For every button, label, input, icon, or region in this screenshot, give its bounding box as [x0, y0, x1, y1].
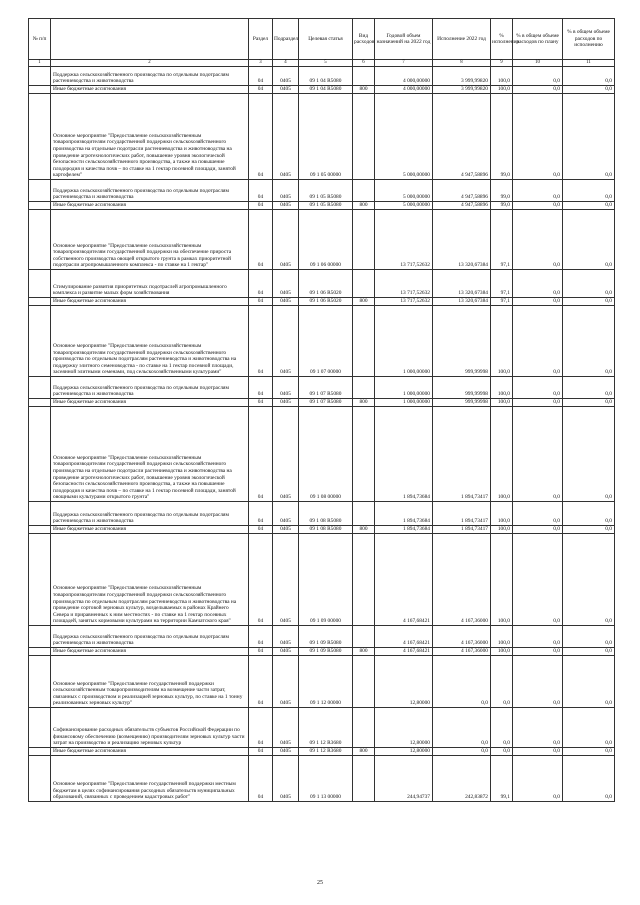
row-share-plan: 0,0 [513, 748, 563, 756]
row-share-exec: 0,0 [563, 648, 615, 656]
row-share-plan: 0,0 [513, 708, 563, 748]
row-expense-type: 800 [353, 526, 375, 534]
row-number-cell [29, 377, 51, 399]
row-number-cell [29, 67, 51, 86]
row-execution-percent: 99,0 [491, 94, 513, 180]
row-fact-amount: 242,83872 [433, 756, 491, 802]
row-share-plan: 0,0 [513, 86, 563, 94]
row-podrazdel: 0405 [273, 202, 299, 210]
table-row [29, 202, 615, 210]
row-razdel: 04 [249, 626, 273, 648]
table-row [29, 210, 615, 270]
row-razdel: 04 [249, 656, 273, 708]
row-share-exec: 0,0 [563, 748, 615, 756]
row-name: Иные бюджетные ассигнования [51, 202, 249, 210]
table-row [29, 399, 615, 407]
row-podrazdel: 0405 [273, 502, 299, 526]
row-target-article: 09 1 12 R3680 [299, 708, 353, 748]
row-execution-percent: 97,1 [491, 270, 513, 298]
row-target-article: 09 1 12 R3680 [299, 748, 353, 756]
row-fact-amount: 1 894,73417 [433, 407, 491, 502]
row-name: Поддержка сельскохозяйственного производства по отдельным подотраслям растениеводства и животноводства [51, 502, 249, 526]
row-share-plan: 0,0 [513, 94, 563, 180]
row-target-article: 09 1 06 R5020 [299, 298, 353, 306]
row-plan-amount: 12,80000 [375, 708, 433, 748]
row-plan-amount: 1 000,00000 [375, 377, 433, 399]
row-share-plan: 0,0 [513, 210, 563, 270]
row-podrazdel: 0405 [273, 94, 299, 180]
row-fact-amount: 13 320,67384 [433, 210, 491, 270]
row-share-exec: 0,0 [563, 210, 615, 270]
row-share-exec: 0,0 [563, 756, 615, 802]
row-number-cell [29, 298, 51, 306]
table-row [29, 407, 615, 502]
row-razdel: 04 [249, 502, 273, 526]
column-number: 1 [29, 60, 51, 67]
row-share-plan: 0,0 [513, 377, 563, 399]
row-share-exec: 0,0 [563, 94, 615, 180]
row-expense-type [353, 534, 375, 626]
row-execution-percent: 100,0 [491, 306, 513, 377]
row-execution-percent: 99,1 [491, 756, 513, 802]
row-podrazdel: 0405 [273, 377, 299, 399]
row-execution-percent: 0,0 [491, 708, 513, 748]
row-execution-percent: 100,0 [491, 534, 513, 626]
table-row [29, 86, 615, 94]
row-razdel: 04 [249, 526, 273, 534]
row-share-plan: 0,0 [513, 270, 563, 298]
column-number: 5 [299, 60, 353, 67]
row-execution-percent: 100,0 [491, 399, 513, 407]
row-podrazdel: 0405 [273, 748, 299, 756]
table-body [29, 67, 615, 802]
row-execution-percent: 100,0 [491, 526, 513, 534]
row-podrazdel: 0405 [273, 648, 299, 656]
row-fact-amount: 4 167,36000 [433, 648, 491, 656]
row-fact-amount: 0,0 [433, 708, 491, 748]
row-share-exec: 0,0 [563, 86, 615, 94]
row-share-exec: 0,0 [563, 298, 615, 306]
row-number-cell [29, 526, 51, 534]
row-fact-amount: 0,0 [433, 748, 491, 756]
row-razdel: 04 [249, 377, 273, 399]
row-expense-type [353, 407, 375, 502]
row-share-plan: 0,0 [513, 298, 563, 306]
row-podrazdel: 0405 [273, 399, 299, 407]
header-fact: Исполнение 2022 год [433, 19, 491, 60]
row-expense-type: 800 [353, 648, 375, 656]
row-razdel: 04 [249, 202, 273, 210]
row-podrazdel: 0405 [273, 298, 299, 306]
table-row [29, 502, 615, 526]
column-number-row [29, 60, 615, 67]
row-fact-amount: 4 167,36000 [433, 534, 491, 626]
row-execution-percent: 100,0 [491, 407, 513, 502]
row-expense-type [353, 94, 375, 180]
row-name: Поддержка сельскохозяйственного производства по отдельным подотраслям растениеводства и животноводства [51, 180, 249, 202]
row-fact-amount: 999,99998 [433, 399, 491, 407]
row-name: Основное мероприятие "Предоставление сельскохозяйственным товаропроизводителям государственной поддержки на обеспечение прироста собственного производства овощей открытого грунта в рамках приоритетной подотрасли агропромышленного комплекса - по ставке на 1 гектар" [51, 210, 249, 270]
table-row [29, 648, 615, 656]
row-target-article: 09 1 07 R5080 [299, 377, 353, 399]
row-razdel: 04 [249, 180, 273, 202]
row-expense-type [353, 656, 375, 708]
row-plan-amount: 1 894,73684 [375, 526, 433, 534]
row-number-cell [29, 502, 51, 526]
table-row [29, 756, 615, 802]
row-share-exec: 0,0 [563, 526, 615, 534]
row-podrazdel: 0405 [273, 407, 299, 502]
row-razdel: 04 [249, 748, 273, 756]
row-fact-amount: 3 999,99820 [433, 67, 491, 86]
row-name: Иные бюджетные ассигнования [51, 648, 249, 656]
row-plan-amount: 13 717,52632 [375, 210, 433, 270]
row-target-article: 09 1 08 R5080 [299, 526, 353, 534]
row-razdel: 04 [249, 407, 273, 502]
row-name: Софинансирование расходных обязательств субъектов Российской Федерации по финансовому обеспечению (возмещению) производителям зерновых культур части затрат на производство и реализацию зерновых культур [51, 708, 249, 748]
row-name: Основное мероприятие "Предоставление государственной поддержки местным бюджетам в целях софинансирования расходных обязательств муниципальных образований, связанных с проведением кадастровых работ" [51, 756, 249, 802]
budget-table-sheet [28, 18, 614, 802]
row-expense-type: 800 [353, 86, 375, 94]
row-share-plan: 0,0 [513, 202, 563, 210]
row-name: Поддержка сельскохозяйственного производства по отдельным подотраслям растениеводства и животноводства [51, 626, 249, 648]
row-razdel: 04 [249, 86, 273, 94]
row-share-plan: 0,0 [513, 526, 563, 534]
row-execution-percent: 97,1 [491, 210, 513, 270]
row-podrazdel: 0405 [273, 708, 299, 748]
row-podrazdel: 0405 [273, 534, 299, 626]
row-expense-type [353, 502, 375, 526]
row-execution-percent: 0,0 [491, 656, 513, 708]
row-fact-amount: 3 999,99820 [433, 86, 491, 94]
row-share-plan: 0,0 [513, 180, 563, 202]
row-expense-type [353, 180, 375, 202]
row-target-article: 09 1 09 00000 [299, 534, 353, 626]
row-share-exec: 0,0 [563, 180, 615, 202]
row-target-article: 09 1 05 00000 [299, 94, 353, 180]
row-number-cell [29, 656, 51, 708]
budget-execution-table [28, 18, 615, 802]
row-share-exec: 0,0 [563, 202, 615, 210]
column-number: 3 [249, 60, 273, 67]
row-target-article: 09 1 09 R5080 [299, 648, 353, 656]
row-plan-amount: 13 717,52632 [375, 298, 433, 306]
row-number-cell [29, 534, 51, 626]
row-name: Основное мероприятие "Предоставление сельскохозяйственным товаропроизводителям государственной поддержки сельскохозяйственного производства по отдельным подотраслям растениеводства и животноводства на проведение сортовой зерновых культур, возделываемых в районах Крайнего Севера и приравненных к ним местностях - по ставке на 1 гектар посевных площадей, занятых кормовыми культурами на территории Камчатского края" [51, 534, 249, 626]
row-share-exec: 0,0 [563, 67, 615, 86]
row-plan-amount: 1 894,73684 [375, 502, 433, 526]
row-share-exec: 0,0 [563, 377, 615, 399]
column-number: 2 [51, 60, 249, 67]
row-target-article: 09 1 04 R5080 [299, 67, 353, 86]
row-plan-amount: 1 894,73684 [375, 407, 433, 502]
row-plan-amount: 12,80000 [375, 748, 433, 756]
row-target-article: 09 1 08 00000 [299, 407, 353, 502]
table-row [29, 180, 615, 202]
row-target-article: 09 1 09 R5080 [299, 626, 353, 648]
row-plan-amount: 1 000,00000 [375, 306, 433, 377]
row-fact-amount: 999,99998 [433, 306, 491, 377]
header-pct: % исполнения [491, 19, 513, 60]
row-podrazdel: 0405 [273, 626, 299, 648]
header-vr: Вид расходов [353, 19, 375, 60]
row-name: Иные бюджетные ассигнования [51, 86, 249, 94]
row-name: Основное мероприятие "Предоставление сельскохозяйственным товаропроизводителям государственной поддержки сельскохозяйственного производства на отдельные подотрасли растениеводства и животноводства на проведение агротехнологических работ, повышение уровня экологической безопасности сельскохозяйственного производства, а также на повышение плодородия и качества почв – по ставке на 1 гектар посевной площади, занятой овощными культурами открытого грунта" [51, 407, 249, 502]
row-number-cell [29, 202, 51, 210]
row-number-cell [29, 648, 51, 656]
row-share-exec: 0,0 [563, 626, 615, 648]
header-plan: Годовой объем назначений на 2022 год [375, 19, 433, 60]
row-plan-amount: 5 000,00000 [375, 180, 433, 202]
row-plan-amount: 4 167,68421 [375, 626, 433, 648]
row-plan-amount: 1 000,00000 [375, 399, 433, 407]
row-target-article: 09 1 04 R5080 [299, 86, 353, 94]
header-csr: Целевая статья [299, 19, 353, 60]
row-execution-percent: 100,0 [491, 377, 513, 399]
row-expense-type [353, 270, 375, 298]
row-fact-amount: 13 320,67384 [433, 270, 491, 298]
row-number-cell [29, 756, 51, 802]
row-execution-percent: 100,0 [491, 67, 513, 86]
row-expense-type: 800 [353, 298, 375, 306]
row-name: Иные бюджетные ассигнования [51, 748, 249, 756]
row-razdel: 04 [249, 534, 273, 626]
row-podrazdel: 0405 [273, 656, 299, 708]
row-plan-amount: 5 000,00000 [375, 94, 433, 180]
table-row [29, 534, 615, 626]
row-podrazdel: 0405 [273, 67, 299, 86]
row-podrazdel: 0405 [273, 180, 299, 202]
row-share-plan: 0,0 [513, 648, 563, 656]
table-row [29, 67, 615, 86]
row-razdel: 04 [249, 306, 273, 377]
row-target-article: 09 1 06 R5020 [299, 270, 353, 298]
row-expense-type [353, 708, 375, 748]
row-number-cell [29, 180, 51, 202]
column-number: 4 [273, 60, 299, 67]
row-fact-amount: 13 320,67384 [433, 298, 491, 306]
row-share-exec: 0,0 [563, 534, 615, 626]
row-share-exec: 0,0 [563, 306, 615, 377]
row-share-plan: 0,0 [513, 67, 563, 86]
column-number: 9 [491, 60, 513, 67]
row-number-cell [29, 94, 51, 180]
row-execution-percent: 100,0 [491, 502, 513, 526]
row-execution-percent: 99,0 [491, 202, 513, 210]
row-share-exec: 0,0 [563, 656, 615, 708]
row-expense-type [353, 210, 375, 270]
table-row [29, 748, 615, 756]
column-number: 11 [563, 60, 615, 67]
row-name: Иные бюджетные ассигнования [51, 298, 249, 306]
row-share-exec: 0,0 [563, 708, 615, 748]
row-share-plan: 0,0 [513, 502, 563, 526]
row-plan-amount: 13 717,52632 [375, 270, 433, 298]
table-row [29, 708, 615, 748]
row-expense-type [353, 306, 375, 377]
column-number: 10 [513, 60, 563, 67]
row-podrazdel: 0405 [273, 756, 299, 802]
row-razdel: 04 [249, 708, 273, 748]
table-row [29, 526, 615, 534]
row-razdel: 04 [249, 67, 273, 86]
row-razdel: 04 [249, 94, 273, 180]
row-execution-percent: 0,0 [491, 748, 513, 756]
row-target-article: 09 1 12 00000 [299, 656, 353, 708]
row-fact-amount: 1 894,73417 [433, 502, 491, 526]
row-fact-amount: 0,0 [433, 656, 491, 708]
column-number: 6 [353, 60, 375, 67]
table-row [29, 656, 615, 708]
row-execution-percent: 100,0 [491, 648, 513, 656]
row-number-cell [29, 270, 51, 298]
row-execution-percent: 100,0 [491, 86, 513, 94]
row-target-article: 09 1 05 R5080 [299, 202, 353, 210]
row-name: Основное мероприятие "Предоставление государственной поддержки сельскохозяйственным товаропроизводителям на возмещение части затрат, связанных с производством и реализацией зерновых культур, по ставке на 1 тонну реализованных зерновых культур" [51, 656, 249, 708]
row-share-exec: 0,0 [563, 399, 615, 407]
header-name [51, 19, 249, 60]
column-number: 8 [433, 60, 491, 67]
row-fact-amount: 1 894,73417 [433, 526, 491, 534]
row-podrazdel: 0405 [273, 526, 299, 534]
row-name: Стимулирование развития приоритетных подотраслей агропромышленного комплекса и развитие малых форм хозяйствования [51, 270, 249, 298]
table-row [29, 270, 615, 298]
row-plan-amount: 244,94737 [375, 756, 433, 802]
table-row [29, 377, 615, 399]
row-number-cell [29, 748, 51, 756]
row-share-plan: 0,0 [513, 626, 563, 648]
row-name: Основное мероприятие "Предоставление сельскохозяйственным товаропроизводителям государственной поддержки сельскохозяйственного производства по отдельным подотраслям растениеводства и животноводства на поддержку элитного семеноводства - по ставке на 1 гектар посевной площади, засеянной элитными семенами, под сельскохозяйственными культурами" [51, 306, 249, 377]
row-razdel: 04 [249, 210, 273, 270]
row-share-plan: 0,0 [513, 756, 563, 802]
row-name: Основное мероприятие "Предоставление сельскохозяйственным товаропроизводителям государственной поддержки сельскохозяйственного производства на отдельные подотрасли растениеводства и животноводства на проведение агротехнологических работ, повышение уровня экологической безопасности сельскохозяйственного производства, а также на повышение плодородия и качества почв – по ставке на 1 гектар посевной площади, занятой картофелем" [51, 94, 249, 180]
row-execution-percent: 99,0 [491, 180, 513, 202]
table-row [29, 94, 615, 180]
row-number-cell [29, 708, 51, 748]
row-expense-type [353, 67, 375, 86]
row-target-article: 09 1 06 00000 [299, 210, 353, 270]
row-share-exec: 0,0 [563, 407, 615, 502]
row-name: Иные бюджетные ассигнования [51, 399, 249, 407]
row-number-cell [29, 86, 51, 94]
header-row [29, 19, 615, 60]
row-podrazdel: 0405 [273, 86, 299, 94]
header-razdel: Раздел [249, 19, 273, 60]
row-expense-type [353, 626, 375, 648]
row-number-cell [29, 306, 51, 377]
row-podrazdel: 0405 [273, 210, 299, 270]
row-target-article: 09 1 05 R5080 [299, 180, 353, 202]
row-plan-amount: 4 000,00000 [375, 86, 433, 94]
row-share-exec: 0,0 [563, 502, 615, 526]
row-expense-type: 800 [353, 202, 375, 210]
row-target-article: 09 1 07 R5080 [299, 399, 353, 407]
row-target-article: 09 1 08 R5080 [299, 502, 353, 526]
row-share-exec: 0,0 [563, 270, 615, 298]
row-execution-percent: 97,1 [491, 298, 513, 306]
row-fact-amount: 4 947,58896 [433, 180, 491, 202]
row-share-plan: 0,0 [513, 399, 563, 407]
header-podrazdel: Подраздел [273, 19, 299, 60]
row-share-plan: 0,0 [513, 306, 563, 377]
row-plan-amount: 5 000,00000 [375, 202, 433, 210]
row-razdel: 04 [249, 648, 273, 656]
row-execution-percent: 100,0 [491, 626, 513, 648]
row-expense-type [353, 377, 375, 399]
row-plan-amount: 4 000,00000 [375, 67, 433, 86]
row-fact-amount: 4 947,58896 [433, 202, 491, 210]
row-share-plan: 0,0 [513, 656, 563, 708]
row-expense-type: 800 [353, 399, 375, 407]
row-razdel: 04 [249, 298, 273, 306]
table-row [29, 298, 615, 306]
page-number: 25 [317, 880, 323, 886]
row-target-article: 09 1 07 00000 [299, 306, 353, 377]
row-fact-amount: 4 947,58896 [433, 94, 491, 180]
row-name: Поддержка сельскохозяйственного производства по отдельным подотраслям растениеводства и животноводства [51, 67, 249, 86]
header-share-total: % в общем объеме расходов по плану [513, 19, 563, 60]
row-razdel: 04 [249, 399, 273, 407]
header-num: № п/п [29, 19, 51, 60]
row-name: Поддержка сельскохозяйственного производства по отдельным подотраслям растениеводства и животноводства [51, 377, 249, 399]
row-number-cell [29, 407, 51, 502]
row-plan-amount: 12,80000 [375, 656, 433, 708]
row-target-article: 09 1 13 00000 [299, 756, 353, 802]
row-expense-type: 800 [353, 748, 375, 756]
row-number-cell [29, 210, 51, 270]
row-number-cell [29, 399, 51, 407]
row-expense-type [353, 756, 375, 802]
row-name: Иные бюджетные ассигнования [51, 526, 249, 534]
row-share-plan: 0,0 [513, 407, 563, 502]
row-razdel: 04 [249, 270, 273, 298]
table-row [29, 626, 615, 648]
row-podrazdel: 0405 [273, 270, 299, 298]
row-plan-amount: 4 167,68421 [375, 648, 433, 656]
row-plan-amount: 4 167,68421 [375, 534, 433, 626]
column-number: 7 [375, 60, 433, 67]
row-fact-amount: 999,99998 [433, 377, 491, 399]
table-row [29, 306, 615, 377]
header-share-exec: % в общем объеме расходов по исполнению [563, 19, 615, 60]
row-podrazdel: 0405 [273, 306, 299, 377]
row-number-cell [29, 626, 51, 648]
row-share-plan: 0,0 [513, 534, 563, 626]
row-razdel: 04 [249, 756, 273, 802]
row-fact-amount: 4 167,36000 [433, 626, 491, 648]
